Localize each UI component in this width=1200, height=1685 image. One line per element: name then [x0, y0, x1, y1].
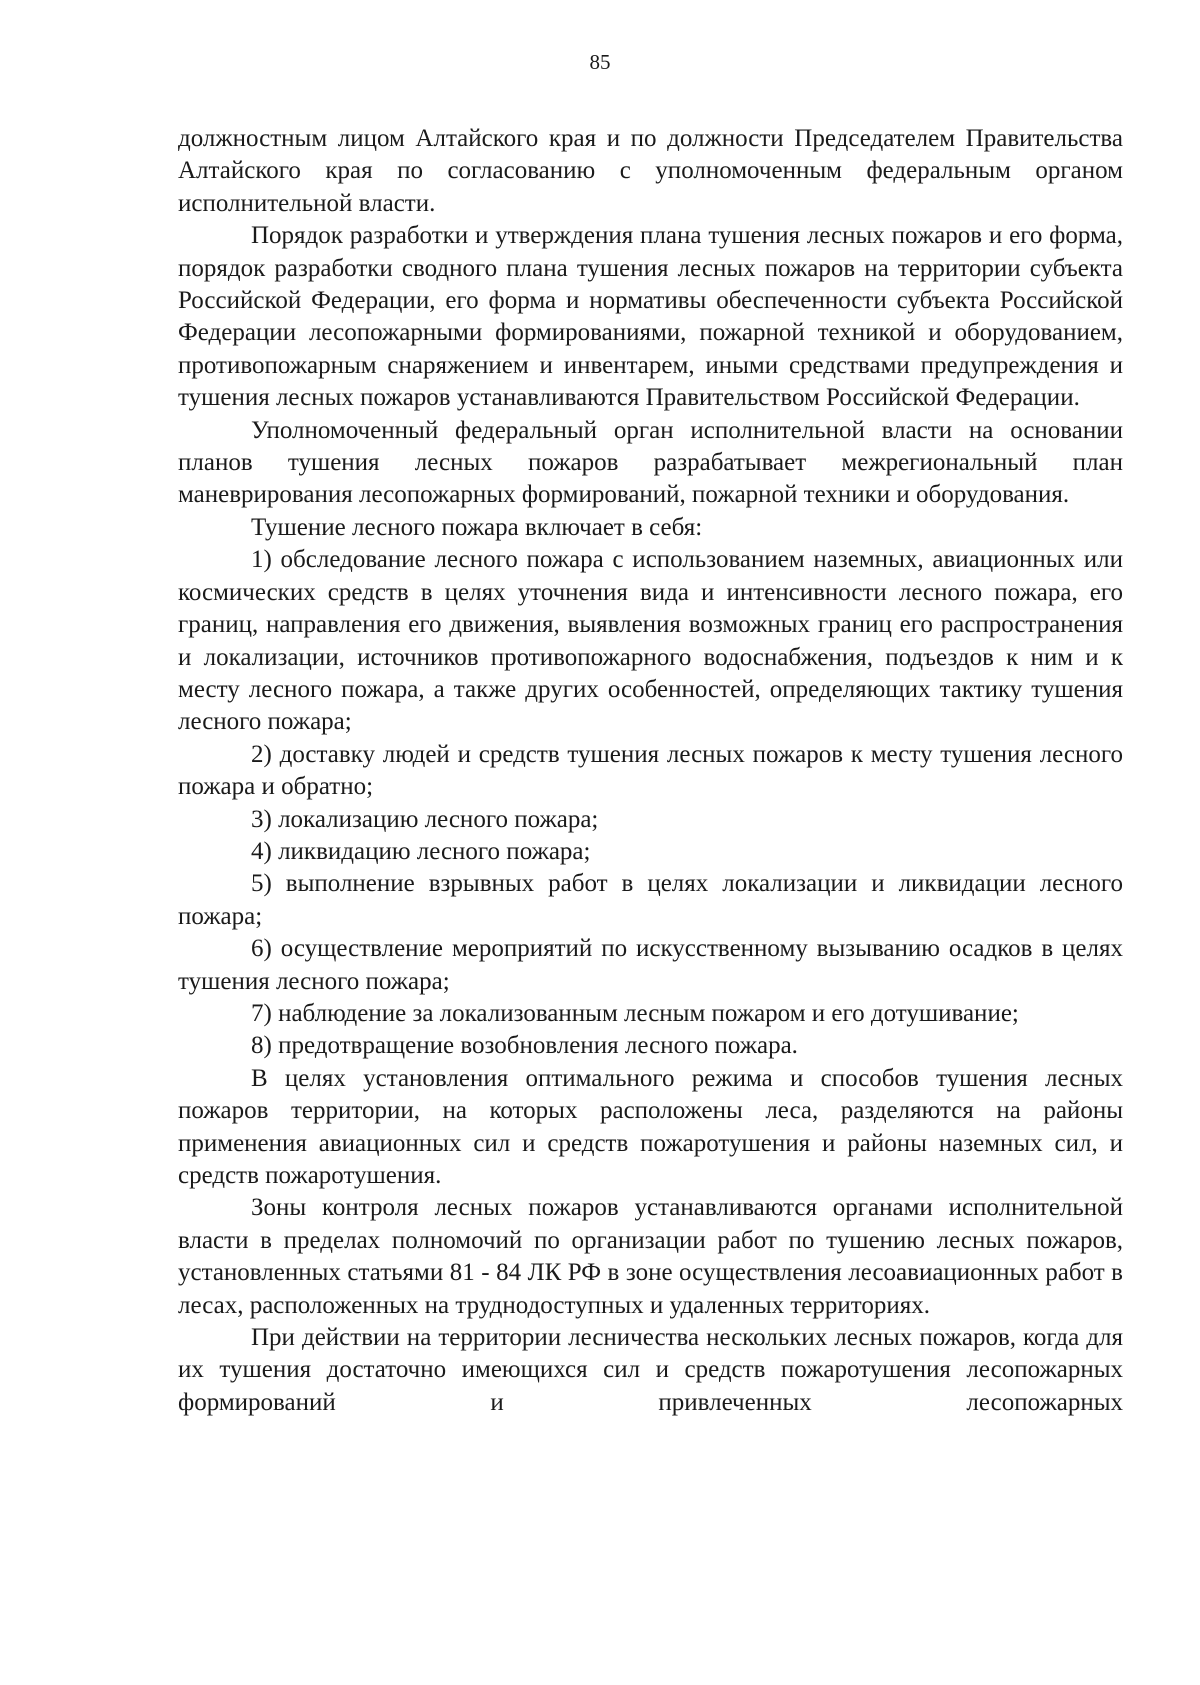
paragraph-continuation: должностным лицом Алтайского края и по должности Председателем Правительства Алтайского края по согласованию с уполномоченным федеральным органом исполнительной власти. [178, 125, 1123, 217]
list-item-7: 7) наблюдение за локализованным лесным пожаром и его дотушивание; [251, 999, 1019, 1027]
page-number: 85 [589, 50, 611, 74]
list-item-6: 6) осуществление мероприятий по искусственному вызыванию осадков в целях тушения лесного пожара; [178, 935, 1123, 995]
paragraph-control-zones: Зоны контроля лесных пожаров устанавливаются органами исполнительной власти в пределах полномочий по организации работ по тушению лесных пожаров, установленных статьями 81 - 84 ЛК РФ в зоне осуществления лесоавиационных работ в лесах, расположенных на труднодоступных и удаленных территориях. [178, 1194, 1123, 1319]
paragraph-extinguishing-includes: Тушение лесного пожара включает в себя: [251, 513, 703, 541]
list-item-2: 2) доставку людей и средств тушения лесных пожаров к месту тушения лесного пожара и обратно; [178, 740, 1123, 801]
list-item-1: 1) обследование лесного пожара с использованием наземных, авиационных или космических средств в целях уточнения вида и интенсивности лесного пожара, его границ, направления его движения, выявления возможных границ его распространения и локализации, источников противопожарного водоснабжения, подъездов к ним и к месту лесного пожара, а также других особенностей, определяющих тактику тушения лесного пожара; [178, 546, 1123, 736]
list-item-3: 3) локализацию лесного пожара; [251, 805, 599, 833]
paragraph-plan-procedure: Порядок разработки и утверждения плана тушения лесных пожаров и его форма, порядок разработки сводного плана тушения лесных пожаров на территории субъекта Российской Федерации, его форма и нормативы обеспеченности субъекта Российской Федерации лесопожарными формированиями, пожарной техникой и оборудованием, противопожарным снаряжением и инвентарем, иными средствами предупреждения и тушения лесных пожаров устанавливаются Правительством Российской Федерации. [178, 222, 1123, 412]
paragraph-fire-regions: В целях установления оптимального режима и способов тушения лесных пожаров территории, на которых расположены леса, разделяются на районы применения авиационных сил и средств пожаротушения и районы наземных сил, и средств пожаротушения. [178, 1064, 1123, 1189]
paragraph-multiple-fires: При действии на территории лесничества нескольких лесных пожаров, когда для их тушения достаточно имеющихся сил и средств пожаротушения лесопожарных формирований и привлеченных лесопожарных [178, 1324, 1123, 1416]
list-item-5: 5) выполнение взрывных работ в целях локализации и ликвидации лесного пожара; [178, 870, 1123, 930]
list-item-4: 4) ликвидацию лесного пожара; [251, 837, 591, 865]
list-item-8: 8) предотвращение возобновления лесного пожара. [251, 1032, 798, 1060]
paragraph-interregional-plan: Уполномоченный федеральный орган исполнительной власти на основании планов тушения лесных пожаров разрабатывает межрегиональный план маневрирования лесопожарных формирований, пожарной техники и оборудования. [178, 416, 1123, 509]
document-body [178, 123, 1123, 1419]
